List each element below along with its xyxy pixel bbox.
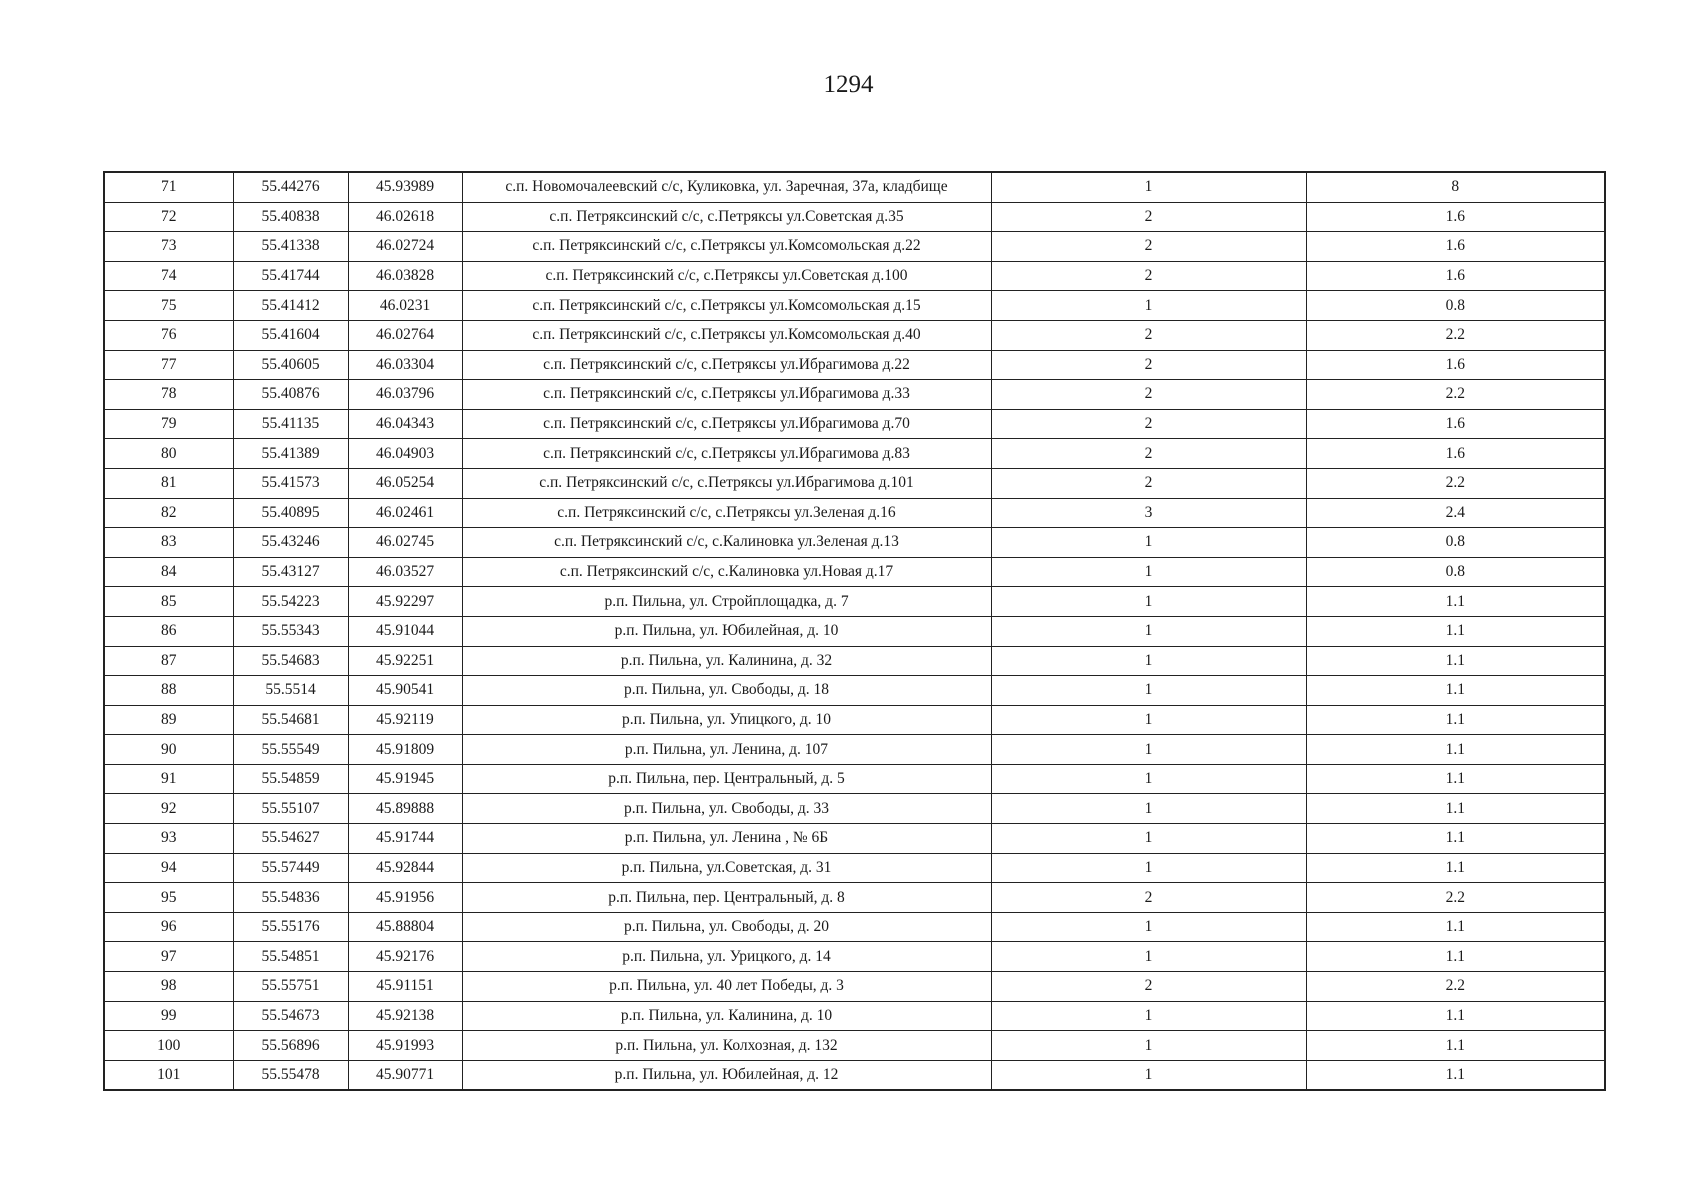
row-number-cell: 92 — [104, 794, 233, 824]
row-number-cell: 87 — [104, 646, 233, 676]
address-cell: с.п. Петряксинский с/с, с.Петряксы ул.Ибрагимова д.83 — [462, 439, 991, 469]
volume-cell: 1.1 — [1306, 942, 1605, 972]
latitude-cell: 55.57449 — [233, 853, 348, 883]
volume-cell: 1.1 — [1306, 764, 1605, 794]
latitude-cell: 55.41604 — [233, 320, 348, 350]
volume-cell: 2.4 — [1306, 498, 1605, 528]
volume-cell: 2.2 — [1306, 380, 1605, 410]
count-cell: 1 — [991, 676, 1306, 706]
table-row — [104, 735, 1605, 765]
row-number-cell: 85 — [104, 587, 233, 617]
latitude-cell: 55.55107 — [233, 794, 348, 824]
address-cell: р.п. Пильна, ул. Свободы, д. 20 — [462, 912, 991, 942]
latitude-cell: 55.41744 — [233, 261, 348, 291]
table-row — [104, 528, 1605, 558]
latitude-cell: 55.43127 — [233, 557, 348, 587]
longitude-cell: 45.93989 — [348, 172, 462, 202]
volume-cell: 1.1 — [1306, 1001, 1605, 1031]
address-cell: с.п. Петряксинский с/с, с.Петряксы ул.Советская д.35 — [462, 202, 991, 232]
latitude-cell: 55.43246 — [233, 528, 348, 558]
count-cell: 1 — [991, 1001, 1306, 1031]
table-row — [104, 616, 1605, 646]
table-row — [104, 676, 1605, 706]
address-cell: р.п. Пильна, ул. Упицкого, д. 10 — [462, 705, 991, 735]
latitude-cell: 55.56896 — [233, 1031, 348, 1061]
row-number-cell: 79 — [104, 409, 233, 439]
longitude-cell: 45.89888 — [348, 794, 462, 824]
row-number-cell: 81 — [104, 468, 233, 498]
row-number-cell: 83 — [104, 528, 233, 558]
row-number-cell: 75 — [104, 291, 233, 321]
count-cell: 1 — [991, 705, 1306, 735]
volume-cell: 1.1 — [1306, 646, 1605, 676]
latitude-cell: 55.5514 — [233, 676, 348, 706]
longitude-cell: 45.92251 — [348, 646, 462, 676]
count-cell: 1 — [991, 557, 1306, 587]
row-number-cell: 101 — [104, 1060, 233, 1090]
volume-cell: 1.1 — [1306, 616, 1605, 646]
longitude-cell: 45.91744 — [348, 824, 462, 854]
volume-cell: 1.6 — [1306, 409, 1605, 439]
latitude-cell: 55.54673 — [233, 1001, 348, 1031]
table-row — [104, 557, 1605, 587]
volume-cell: 1.1 — [1306, 853, 1605, 883]
page-number: 1294 — [823, 71, 874, 98]
count-cell: 1 — [991, 912, 1306, 942]
address-cell: р.п. Пильна, ул. Стройплощадка, д. 7 — [462, 587, 991, 617]
longitude-cell: 45.91151 — [348, 972, 462, 1002]
longitude-cell: 46.03828 — [348, 261, 462, 291]
count-cell: 1 — [991, 587, 1306, 617]
longitude-cell: 45.88804 — [348, 912, 462, 942]
row-number-cell: 100 — [104, 1031, 233, 1061]
row-number-cell: 71 — [104, 172, 233, 202]
longitude-cell: 45.90541 — [348, 676, 462, 706]
row-number-cell: 97 — [104, 942, 233, 972]
row-number-cell: 86 — [104, 616, 233, 646]
latitude-cell: 55.41573 — [233, 468, 348, 498]
longitude-cell: 46.02764 — [348, 320, 462, 350]
volume-cell: 0.8 — [1306, 557, 1605, 587]
count-cell: 2 — [991, 232, 1306, 262]
latitude-cell: 55.55343 — [233, 616, 348, 646]
longitude-cell: 46.02724 — [348, 232, 462, 262]
table-row — [104, 261, 1605, 291]
count-cell: 1 — [991, 794, 1306, 824]
longitude-cell: 45.91044 — [348, 616, 462, 646]
volume-cell: 1.1 — [1306, 705, 1605, 735]
address-cell: р.п. Пильна, ул. Калинина, д. 32 — [462, 646, 991, 676]
row-number-cell: 80 — [104, 439, 233, 469]
count-cell: 1 — [991, 646, 1306, 676]
address-cell: р.п. Пильна, ул. Ленина , № 6Б — [462, 824, 991, 854]
address-cell: с.п. Петряксинский с/с, с.Петряксы ул.Комсомольская д.40 — [462, 320, 991, 350]
volume-cell: 2.2 — [1306, 883, 1605, 913]
count-cell: 2 — [991, 439, 1306, 469]
count-cell: 2 — [991, 261, 1306, 291]
row-number-cell: 89 — [104, 705, 233, 735]
count-cell: 1 — [991, 1031, 1306, 1061]
count-cell: 2 — [991, 883, 1306, 913]
longitude-cell: 46.05254 — [348, 468, 462, 498]
volume-cell: 2.2 — [1306, 468, 1605, 498]
longitude-cell: 45.92297 — [348, 587, 462, 617]
address-cell: с.п. Петряксинский с/с, с.Петряксы ул.Ибрагимова д.70 — [462, 409, 991, 439]
address-cell: с.п. Петряксинский с/с, с.Петряксы ул.Комсомольская д.22 — [462, 232, 991, 262]
row-number-cell: 72 — [104, 202, 233, 232]
address-cell: с.п. Петряксинский с/с, с.Петряксы ул.Зеленая д.16 — [462, 498, 991, 528]
longitude-cell: 45.92844 — [348, 853, 462, 883]
latitude-cell: 55.54859 — [233, 764, 348, 794]
volume-cell: 8 — [1306, 172, 1605, 202]
longitude-cell: 46.03527 — [348, 557, 462, 587]
latitude-cell: 55.55478 — [233, 1060, 348, 1090]
row-number-cell: 96 — [104, 912, 233, 942]
table-row — [104, 350, 1605, 380]
row-number-cell: 82 — [104, 498, 233, 528]
count-cell: 1 — [991, 824, 1306, 854]
longitude-cell: 46.02618 — [348, 202, 462, 232]
count-cell: 1 — [991, 528, 1306, 558]
address-cell: с.п. Петряксинский с/с, с.Петряксы ул.Комсомольская д.15 — [462, 291, 991, 321]
row-number-cell: 91 — [104, 764, 233, 794]
table-row — [104, 172, 1605, 202]
latitude-cell: 55.55176 — [233, 912, 348, 942]
longitude-cell: 45.92176 — [348, 942, 462, 972]
longitude-cell: 45.92138 — [348, 1001, 462, 1031]
volume-cell: 1.1 — [1306, 1060, 1605, 1090]
longitude-cell: 46.04343 — [348, 409, 462, 439]
count-cell: 2 — [991, 202, 1306, 232]
table-row — [104, 468, 1605, 498]
volume-cell: 1.1 — [1306, 824, 1605, 854]
longitude-cell: 46.03796 — [348, 380, 462, 410]
count-cell: 1 — [991, 853, 1306, 883]
latitude-cell: 55.40838 — [233, 202, 348, 232]
address-cell: р.п. Пильна, ул. Юбилейная, д. 12 — [462, 1060, 991, 1090]
count-cell: 1 — [991, 172, 1306, 202]
data-table — [103, 171, 1606, 1091]
address-cell: с.п. Новомочалеевский с/с, Куликовка, ул. Заречная, 37а, кладбище — [462, 172, 991, 202]
address-cell: с.п. Петряксинский с/с, с.Петряксы ул.Советская д.100 — [462, 261, 991, 291]
volume-cell: 1.1 — [1306, 912, 1605, 942]
volume-cell: 1.6 — [1306, 350, 1605, 380]
row-number-cell: 84 — [104, 557, 233, 587]
row-number-cell: 73 — [104, 232, 233, 262]
longitude-cell: 45.91945 — [348, 764, 462, 794]
latitude-cell: 55.54681 — [233, 705, 348, 735]
longitude-cell: 45.91809 — [348, 735, 462, 765]
longitude-cell: 45.90771 — [348, 1060, 462, 1090]
longitude-cell: 45.92119 — [348, 705, 462, 735]
table-row — [104, 291, 1605, 321]
address-cell: р.п. Пильна, ул. Юбилейная, д. 10 — [462, 616, 991, 646]
volume-cell: 1.6 — [1306, 202, 1605, 232]
table-row — [104, 824, 1605, 854]
volume-cell: 1.6 — [1306, 232, 1605, 262]
latitude-cell: 55.40605 — [233, 350, 348, 380]
row-number-cell: 93 — [104, 824, 233, 854]
row-number-cell: 90 — [104, 735, 233, 765]
volume-cell: 2.2 — [1306, 972, 1605, 1002]
row-number-cell: 77 — [104, 350, 233, 380]
table-row — [104, 1060, 1605, 1090]
volume-cell: 1.1 — [1306, 1031, 1605, 1061]
table-row — [104, 646, 1605, 676]
address-cell: с.п. Петряксинский с/с, с.Петряксы ул.Ибрагимова д.101 — [462, 468, 991, 498]
latitude-cell: 55.55549 — [233, 735, 348, 765]
table-row — [104, 380, 1605, 410]
table-row — [104, 1001, 1605, 1031]
row-number-cell: 78 — [104, 380, 233, 410]
address-cell: р.п. Пильна, ул. Свободы, д. 18 — [462, 676, 991, 706]
row-number-cell: 98 — [104, 972, 233, 1002]
longitude-cell: 46.0231 — [348, 291, 462, 321]
longitude-cell: 45.91993 — [348, 1031, 462, 1061]
address-cell: р.п. Пильна, ул. Урицкого, д. 14 — [462, 942, 991, 972]
table-row — [104, 439, 1605, 469]
latitude-cell: 55.54851 — [233, 942, 348, 972]
count-cell: 2 — [991, 380, 1306, 410]
table-row — [104, 883, 1605, 913]
table-row — [104, 794, 1605, 824]
longitude-cell: 46.03304 — [348, 350, 462, 380]
row-number-cell: 76 — [104, 320, 233, 350]
row-number-cell: 94 — [104, 853, 233, 883]
address-cell: р.п. Пильна, ул. 40 лет Победы, д. 3 — [462, 972, 991, 1002]
address-cell: р.п. Пильна, ул. Калинина, д. 10 — [462, 1001, 991, 1031]
address-cell: р.п. Пильна, ул.Советская, д. 31 — [462, 853, 991, 883]
table-row — [104, 1031, 1605, 1061]
table-row — [104, 942, 1605, 972]
table-row — [104, 764, 1605, 794]
volume-cell: 1.1 — [1306, 587, 1605, 617]
count-cell: 1 — [991, 1060, 1306, 1090]
latitude-cell: 55.41135 — [233, 409, 348, 439]
address-cell: р.п. Пильна, пер. Центральный, д. 8 — [462, 883, 991, 913]
count-cell: 1 — [991, 291, 1306, 321]
table-row — [104, 912, 1605, 942]
volume-cell: 1.1 — [1306, 794, 1605, 824]
address-cell: с.п. Петряксинский с/с, с.Петряксы ул.Ибрагимова д.22 — [462, 350, 991, 380]
count-cell: 1 — [991, 942, 1306, 972]
latitude-cell: 55.44276 — [233, 172, 348, 202]
latitude-cell: 55.40895 — [233, 498, 348, 528]
latitude-cell: 55.41338 — [233, 232, 348, 262]
volume-cell: 0.8 — [1306, 528, 1605, 558]
count-cell: 2 — [991, 972, 1306, 1002]
table-row — [104, 409, 1605, 439]
longitude-cell: 46.04903 — [348, 439, 462, 469]
latitude-cell: 55.54627 — [233, 824, 348, 854]
longitude-cell: 45.91956 — [348, 883, 462, 913]
latitude-cell: 55.54836 — [233, 883, 348, 913]
volume-cell: 1.1 — [1306, 676, 1605, 706]
latitude-cell: 55.54223 — [233, 587, 348, 617]
count-cell: 2 — [991, 468, 1306, 498]
longitude-cell: 46.02745 — [348, 528, 462, 558]
count-cell: 2 — [991, 350, 1306, 380]
latitude-cell: 55.40876 — [233, 380, 348, 410]
table-row — [104, 705, 1605, 735]
volume-cell: 1.6 — [1306, 439, 1605, 469]
count-cell: 3 — [991, 498, 1306, 528]
table-row — [104, 853, 1605, 883]
volume-cell: 2.2 — [1306, 320, 1605, 350]
row-number-cell: 88 — [104, 676, 233, 706]
count-cell: 1 — [991, 764, 1306, 794]
address-cell: с.п. Петряксинский с/с, с.Петряксы ул.Ибрагимова д.33 — [462, 380, 991, 410]
table-body — [104, 172, 1605, 1090]
volume-cell: 1.1 — [1306, 735, 1605, 765]
volume-cell: 0.8 — [1306, 291, 1605, 321]
table-row — [104, 972, 1605, 1002]
count-cell: 2 — [991, 320, 1306, 350]
row-number-cell: 99 — [104, 1001, 233, 1031]
table-row — [104, 232, 1605, 262]
count-cell: 1 — [991, 735, 1306, 765]
address-cell: с.п. Петряксинский с/с, с.Калиновка ул.Зеленая д.13 — [462, 528, 991, 558]
volume-cell: 1.6 — [1306, 261, 1605, 291]
address-cell: с.п. Петряксинский с/с, с.Калиновка ул.Новая д.17 — [462, 557, 991, 587]
address-cell: р.п. Пильна, ул. Ленина, д. 107 — [462, 735, 991, 765]
table-row — [104, 320, 1605, 350]
row-number-cell: 74 — [104, 261, 233, 291]
latitude-cell: 55.41412 — [233, 291, 348, 321]
longitude-cell: 46.02461 — [348, 498, 462, 528]
latitude-cell: 55.54683 — [233, 646, 348, 676]
count-cell: 1 — [991, 616, 1306, 646]
address-cell: р.п. Пильна, пер. Центральный, д. 5 — [462, 764, 991, 794]
latitude-cell: 55.41389 — [233, 439, 348, 469]
table-row — [104, 587, 1605, 617]
row-number-cell: 95 — [104, 883, 233, 913]
address-cell: р.п. Пильна, ул. Колхозная, д. 132 — [462, 1031, 991, 1061]
address-cell: р.п. Пильна, ул. Свободы, д. 33 — [462, 794, 991, 824]
table-row — [104, 498, 1605, 528]
table-row — [104, 202, 1605, 232]
count-cell: 2 — [991, 409, 1306, 439]
latitude-cell: 55.55751 — [233, 972, 348, 1002]
